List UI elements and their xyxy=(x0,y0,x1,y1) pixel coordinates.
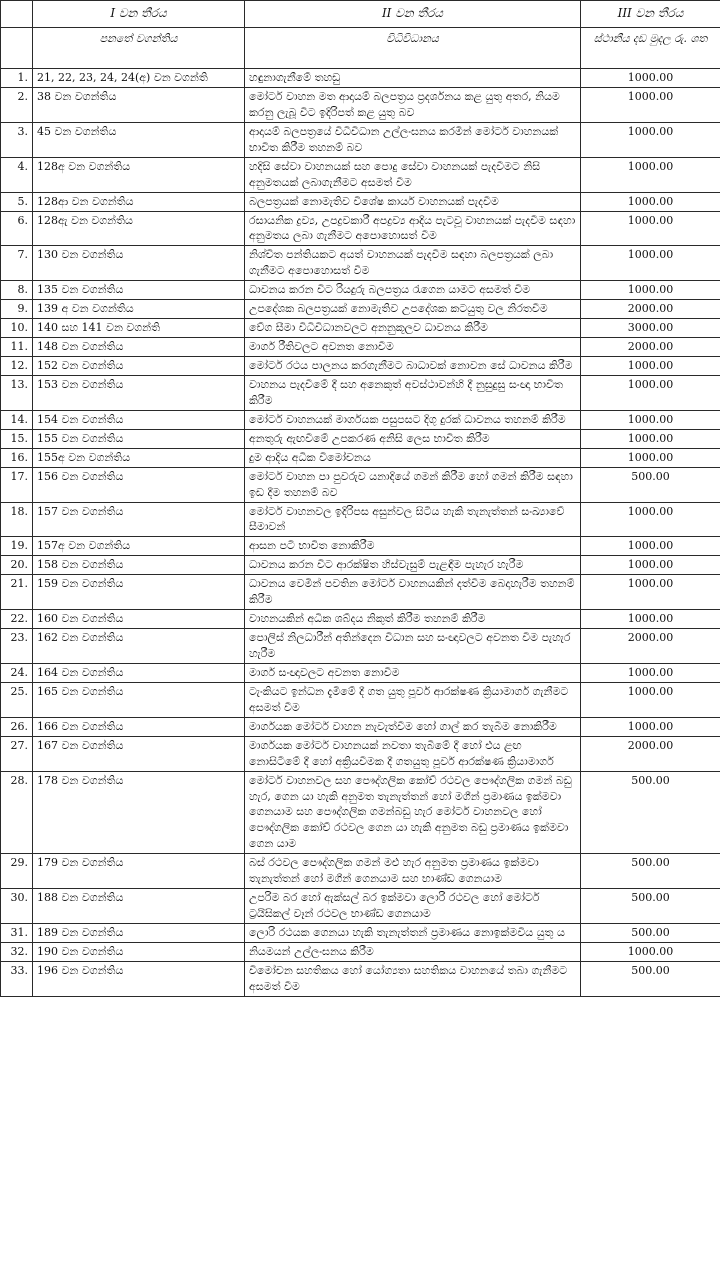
row-number: 4. xyxy=(1,157,33,192)
act-section: 128ආ වන වගන්තිය xyxy=(33,192,245,211)
act-section: 154 වන වගන්තිය xyxy=(33,410,245,429)
table-row xyxy=(1,889,720,924)
fine-amount: 1000.00 xyxy=(581,537,720,556)
act-section: 179 වන වගන්තිය xyxy=(33,854,245,889)
act-section: 155අ වන වගන්තිය xyxy=(33,448,245,467)
table-row xyxy=(1,357,720,376)
provision-text: උපරිම බර හෝ ඇක්සල් බර ඉක්මවා ලොරි රථවල හෝ මෝටර් ට්‍රයිසිකල් වෑන් රථවල භාණ්ඩ ගෙනයාම xyxy=(245,889,581,924)
act-section: 196 වන වගන්තිය xyxy=(33,961,245,996)
provision-text: අනතුරු ඇඟවීමේ උපකරණ අනිසි ලෙස භාවිත කිරීම xyxy=(245,429,581,448)
row-number: 2. xyxy=(1,87,33,122)
fine-amount: 1000.00 xyxy=(581,942,720,961)
fine-amount: 1000.00 xyxy=(581,211,720,246)
row-number: 18. xyxy=(1,502,33,537)
fine-amount: 500.00 xyxy=(581,889,720,924)
fine-amount: 1000.00 xyxy=(581,357,720,376)
row-number: 16. xyxy=(1,448,33,467)
provision-text: මෝටර් වාහනවල සහ පෞද්ගලික කෝච් රථවල පෞද්ගලික ගමන් බඩු හැර, ගෙන යා හැකි අනුමත තැනැත්තන් හෝ මගීන් ප්‍රමාණය ඉක්මවා ගෙනයාම සහ පෞද්ගලික ගමන්බඩු හැර මෝටර් වාහනවල හෝ පෞද්ගලික කෝච් රථවල ගෙන යා හැකි අනුමත බඩු ප්‍රමාණය ඉක්මවා ගෙන යාම xyxy=(245,771,581,854)
provision-text: මාර්ග සංඥාවලට අවනත නොවීම xyxy=(245,663,581,682)
fine-amount: 1000.00 xyxy=(581,192,720,211)
fine-amount: 1000.00 xyxy=(581,87,720,122)
row-number: 5. xyxy=(1,192,33,211)
provision-text: හඳුනාගැනීමේ තහඩු xyxy=(245,69,581,88)
fine-amount: 1000.00 xyxy=(581,448,720,467)
table-row xyxy=(1,502,720,537)
table-row xyxy=(1,854,720,889)
act-section: 128අ වන වගන්තිය xyxy=(33,157,245,192)
fines-table-body xyxy=(1,69,720,997)
act-section: 152 වන වගන්තිය xyxy=(33,357,245,376)
row-number: 30. xyxy=(1,889,33,924)
fine-amount: 1000.00 xyxy=(581,246,720,281)
provision-text: ධාවනය කරන විට රියදුරු බලපත්‍රය රැගෙන යාමට අසමත් වීම xyxy=(245,281,581,300)
provision-text: ලොරි රථයක ගෙනයා හැකි තැනැත්තන් ප්‍රමාණය නොඉක්මවිය යුතු ය xyxy=(245,924,581,943)
act-section: 155 වන වගන්තිය xyxy=(33,429,245,448)
fine-amount: 1000.00 xyxy=(581,375,720,410)
provision-header: විධිවිධානය xyxy=(245,28,581,69)
fine-amount: 500.00 xyxy=(581,961,720,996)
row-number: 21. xyxy=(1,575,33,610)
act-section: 159 වන වගන්තිය xyxy=(33,575,245,610)
act-section: 166 වන වගන්තිය xyxy=(33,717,245,736)
provision-text: වේග සීමා විධිවිධානවලට අනනුකූලව ධාවනය කිරීම xyxy=(245,319,581,338)
table-row xyxy=(1,429,720,448)
column-title-row xyxy=(1,1,720,28)
provision-text: දුම ආදිය අධික විමෝචනය xyxy=(245,448,581,467)
act-section: 140 සහ 141 වන වගන්ති xyxy=(33,319,245,338)
row-number: 1. xyxy=(1,69,33,88)
row-number: 10. xyxy=(1,319,33,338)
fine-amount: 500.00 xyxy=(581,771,720,854)
row-number: 13. xyxy=(1,375,33,410)
row-number: 15. xyxy=(1,429,33,448)
table-row xyxy=(1,629,720,664)
act-section: 21, 22, 23, 24, 24(අ) වන වගන්ති xyxy=(33,69,245,88)
provision-text: නිශ්චිත පන්තියකට අයත් වාහනයක් පැදවීම සඳහා බලපත්‍රයක් ලබා ගැනීමට අපොහොසත් වීම xyxy=(245,246,581,281)
row-number: 11. xyxy=(1,338,33,357)
column-2-title: II වන තීරය xyxy=(245,1,581,28)
provision-text: මෝටර් වාහන මත ආදායම් බලපත්‍රය ප්‍රදර්ශනය කළ යුතු අතර, නියම කරනු ලැබූ විට ඉදිරිපත් කළ යුතු බව xyxy=(245,87,581,122)
column-3-title: III වන තීරය xyxy=(581,1,720,28)
fine-amount: 1000.00 xyxy=(581,410,720,429)
number-column-subheader xyxy=(1,28,33,69)
act-section: 158 වන වගන්තිය xyxy=(33,556,245,575)
row-number: 14. xyxy=(1,410,33,429)
fine-amount: 1000.00 xyxy=(581,610,720,629)
provision-text: මෝටර් රථය පාලනය කරගැනීමට බාධාවක් නොවන සේ ධාවනය කිරීම xyxy=(245,357,581,376)
row-number: 28. xyxy=(1,771,33,854)
row-number: 25. xyxy=(1,682,33,717)
provision-text: මෝටර් වාහනවල ඉදිරිපස අසුන්වල සිටිය හැකි තැනැත්තන් සංඛ්‍යාවේ සීමාවන් xyxy=(245,502,581,537)
row-number: 23. xyxy=(1,629,33,664)
fine-amount: 2000.00 xyxy=(581,338,720,357)
act-section: 128ඇ වන වගන්තිය xyxy=(33,211,245,246)
table-row xyxy=(1,157,720,192)
table-row xyxy=(1,338,720,357)
provision-text: ටැංකියට ඉන්ධන දැමීමේ දී ගත යුතු පූර්ව ආරක්ෂණ ක්‍රියාමාර්ග ගැනීමට අසමත් වීම xyxy=(245,682,581,717)
row-number: 9. xyxy=(1,300,33,319)
fine-amount: 1000.00 xyxy=(581,502,720,537)
table-row xyxy=(1,961,720,996)
act-section: 167 වන වගන්තිය xyxy=(33,736,245,771)
table-row xyxy=(1,610,720,629)
table-row xyxy=(1,281,720,300)
table-row xyxy=(1,246,720,281)
table-row xyxy=(1,448,720,467)
table-row xyxy=(1,87,720,122)
table-row xyxy=(1,375,720,410)
row-number: 20. xyxy=(1,556,33,575)
row-number: 17. xyxy=(1,467,33,502)
row-number: 12. xyxy=(1,357,33,376)
fine-amount: 500.00 xyxy=(581,467,720,502)
table-row xyxy=(1,942,720,961)
table-row xyxy=(1,537,720,556)
act-section: 157 වන වගන්තිය xyxy=(33,502,245,537)
act-section: 178 වන වගන්තිය xyxy=(33,771,245,854)
table-row xyxy=(1,717,720,736)
provision-text: මෝටර් වාහන පා පුවරුව යනාදියේ ගමන් කිරීම හෝ ගමන් කිරීම සඳහා ඉඩ දීම තහනම් බව xyxy=(245,467,581,502)
fine-amount: 1000.00 xyxy=(581,575,720,610)
table-row xyxy=(1,211,720,246)
column-1-title: I වන තීරය xyxy=(33,1,245,28)
fine-amount: 1000.00 xyxy=(581,122,720,157)
act-section: 164 වන වගන්තිය xyxy=(33,663,245,682)
table-row xyxy=(1,556,720,575)
table-row xyxy=(1,69,720,88)
row-number: 3. xyxy=(1,122,33,157)
provision-text: පොලිස් නිලධාරීන් අතින්දෙන විධාන සහ සංඥාවලට අවනත වීම පැහැර හැරීම xyxy=(245,629,581,664)
table-row xyxy=(1,682,720,717)
act-section: 157අ වන වගන්තිය xyxy=(33,537,245,556)
provision-text: මාර්ග රීතිවලට අවනත නොවීම xyxy=(245,338,581,357)
fine-amount: 3000.00 xyxy=(581,319,720,338)
act-section: 130 වන වගන්තිය xyxy=(33,246,245,281)
act-section: 188 වන වගන්තිය xyxy=(33,889,245,924)
provision-text: බස් රථවල පෞද්ගලික ගමන් මළු හැර අනුමත ප්‍රමාණය ඉක්මවා තැනැත්තන් හෝ මගීන් ගෙනයාම සහ භාණ්ඩ ගෙනයාම xyxy=(245,854,581,889)
fine-amount: 1000.00 xyxy=(581,556,720,575)
row-number: 32. xyxy=(1,942,33,961)
table-row xyxy=(1,122,720,157)
row-number: 19. xyxy=(1,537,33,556)
provision-text: මෝටර් වාහනයක් මාර්ගයක පසුපසට දිගු දුරක් ධාවනය තහනම් කිරීම xyxy=(245,410,581,429)
fine-amount: 1000.00 xyxy=(581,682,720,717)
fine-amount: 1000.00 xyxy=(581,663,720,682)
number-column-header xyxy=(1,1,33,28)
act-section: 153 වන වගන්තිය xyxy=(33,375,245,410)
provision-text: වාහනයකින් අධික ශබ්දය නිකුත් කිරීම තහනම් කිරීම xyxy=(245,610,581,629)
provision-text: විමෝචන සහතිකය හෝ යෝග්‍යතා සහතිකය වාහනයේ තබා ගැනීමට අසමත් වීම xyxy=(245,961,581,996)
act-section-header: පනතේ වගන්තිය xyxy=(33,28,245,69)
fine-amount: 2000.00 xyxy=(581,736,720,771)
provision-text: ආදායම් බලපත්‍රයේ විධිවිධාන උල්ලංඝනය කරමින් මෝටර් වාහනයක් භාවිත කිරීම තහනම් බව xyxy=(245,122,581,157)
row-number: 6. xyxy=(1,211,33,246)
fine-amount: 1000.00 xyxy=(581,429,720,448)
provision-text: රසායනික ද්‍රව්‍ය, උපද්‍රවකාරී අපද්‍රව්‍ය ආදිය පැටවූ වාහනයක් පැදවීම සඳහා අනුමතය ලබා ගැනීමට අපොහොසත් වීම xyxy=(245,211,581,246)
fine-amount: 1000.00 xyxy=(581,69,720,88)
provision-text: ආසන පටි භාවිත නොකිරීම xyxy=(245,537,581,556)
provision-text: වාහනය පැදවීමේ දී සහ අනෙකුත් අවස්ථාවන්හි දී නුසුදුසු සංඥා භාවිත කිරීම xyxy=(245,375,581,410)
row-number: 26. xyxy=(1,717,33,736)
fine-amount: 1000.00 xyxy=(581,281,720,300)
fine-amount: 500.00 xyxy=(581,854,720,889)
act-section: 148 වන වගන්තිය xyxy=(33,338,245,357)
row-number: 31. xyxy=(1,924,33,943)
fine-amount: 2000.00 xyxy=(581,300,720,319)
row-number: 22. xyxy=(1,610,33,629)
spot-fine-header: ස්ථානීය දඩ මුදල රු. ශත xyxy=(581,28,720,69)
row-number: 8. xyxy=(1,281,33,300)
fine-amount: 1000.00 xyxy=(581,157,720,192)
provision-text: මාර්ගයක මෝටර් වාහන නැවැත්වීම හෝ ගාල් කර තැබීම නොකිරීම xyxy=(245,717,581,736)
table-row xyxy=(1,924,720,943)
provision-text: ධාවනය වෙමින් පවතින මෝටර් වාහනයකින් දත්වීම බෙදාහැරීම තහනම් කිරීම xyxy=(245,575,581,610)
column-subtitle-row xyxy=(1,28,720,69)
act-section: 38 වන වගන්තිය xyxy=(33,87,245,122)
table-row xyxy=(1,410,720,429)
table-row xyxy=(1,319,720,338)
act-section: 189 වන වගන්තිය xyxy=(33,924,245,943)
table-row xyxy=(1,467,720,502)
table-row xyxy=(1,300,720,319)
fine-amount: 2000.00 xyxy=(581,629,720,664)
row-number: 33. xyxy=(1,961,33,996)
table-row xyxy=(1,771,720,854)
act-section: 190 වන වගන්තිය xyxy=(33,942,245,961)
act-section: 156 වන වගන්තිය xyxy=(33,467,245,502)
provision-text: ධාවනය කරන විට ආරක්ෂිත හිස්වැසුම් පැළඳීම පැහැර හැරීම xyxy=(245,556,581,575)
table-row xyxy=(1,736,720,771)
provision-text: මාර්ගයක මෝටර් වාහනයක් නවතා තැබීමේ දී හෝ එය ළඟ නොසිටීමේ දී හෝ අක්‍රියවීමක දී ගතයුතු පූර්ව ආරක්ෂණ ක්‍රියාමාර්ග xyxy=(245,736,581,771)
act-section: 139 අ වන වගන්තිය xyxy=(33,300,245,319)
fine-amount: 1000.00 xyxy=(581,717,720,736)
table-row xyxy=(1,575,720,610)
act-section: 165 වන වගන්තිය xyxy=(33,682,245,717)
table-row xyxy=(1,663,720,682)
act-section: 45 වන වගන්තිය xyxy=(33,122,245,157)
provision-text: හදිසි සේවා වාහනයක් සහ පොදු සේවා වාහනයක් පැදවීමට නිසි අනුමතයක් ලබාගැනීමට අසමත් වීම xyxy=(245,157,581,192)
provision-text: බලපත්‍රයක් නොමැතිව විශේෂ කාර්ය වාහනයක් පැදවීම xyxy=(245,192,581,211)
row-number: 7. xyxy=(1,246,33,281)
provision-text: නියමයන් උල්ලංඝනය කිරීම xyxy=(245,942,581,961)
fine-amount: 500.00 xyxy=(581,924,720,943)
row-number: 24. xyxy=(1,663,33,682)
act-section: 160 වන වගන්තිය xyxy=(33,610,245,629)
table-row xyxy=(1,192,720,211)
row-number: 27. xyxy=(1,736,33,771)
provision-text: උපදේශක බලපත්‍රයක් නොමැතිව උපදේශක කටයුතු වල නිරතවීම xyxy=(245,300,581,319)
act-section: 162 වන වගන්තිය xyxy=(33,629,245,664)
row-number: 29. xyxy=(1,854,33,889)
act-section: 135 වන වගන්තිය xyxy=(33,281,245,300)
